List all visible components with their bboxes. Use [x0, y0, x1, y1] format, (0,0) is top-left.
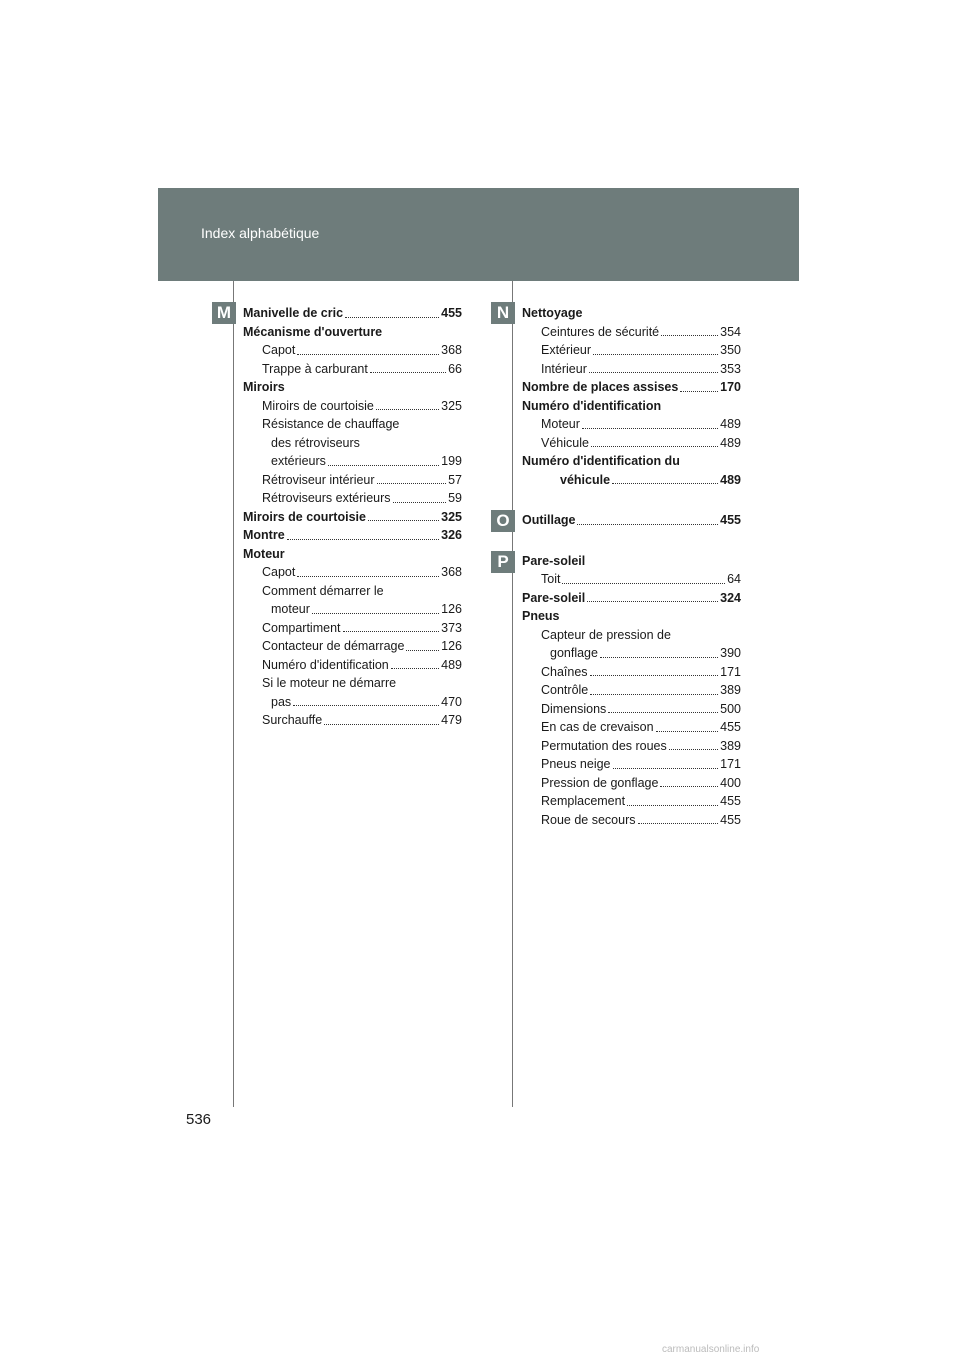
index-entry	[522, 737, 741, 756]
index-entry	[243, 563, 462, 582]
index-entry	[243, 619, 462, 638]
entry-text: En cas de crevaison	[541, 720, 654, 734]
dot-leader	[660, 786, 718, 787]
index-section-o	[522, 511, 741, 530]
dot-leader	[324, 724, 439, 725]
entry-text: Contacteur de démarrage	[262, 639, 405, 653]
dot-leader	[391, 668, 439, 669]
dot-leader	[661, 335, 718, 336]
dot-leader	[587, 601, 718, 602]
index-entry	[522, 663, 741, 682]
dot-leader	[370, 372, 446, 373]
dot-leader	[343, 631, 439, 632]
entry-text: Compartiment	[262, 620, 341, 635]
entry-text: Nettoyage	[522, 306, 583, 320]
dot-leader	[591, 446, 718, 447]
page-number: 536	[186, 1111, 212, 1128]
entry-page-number: 171	[720, 664, 741, 679]
section-letter-n: N	[491, 302, 515, 324]
index-entry	[522, 397, 741, 416]
entry-text: Numéro d'identification	[522, 398, 662, 413]
entry-text: Mécanisme d'ouverture	[243, 324, 383, 339]
entry-text: véhicule	[560, 472, 611, 487]
entry-page-number: 455	[720, 513, 741, 527]
dot-leader	[608, 712, 718, 713]
index-entry	[522, 434, 741, 453]
entry-page-number: 353	[720, 361, 741, 376]
index-entry	[243, 360, 462, 379]
entry-text: Extérieur	[541, 343, 592, 357]
entry-page-number: 171	[720, 757, 741, 771]
entry-page-number: 325	[441, 398, 462, 413]
index-entry	[243, 693, 462, 712]
entry-text: Pare-soleil	[522, 590, 586, 605]
entry-text: gonflage	[550, 646, 598, 660]
index-entry	[243, 711, 462, 730]
index-entry	[522, 774, 741, 793]
index-entry	[522, 589, 741, 608]
dot-leader	[638, 823, 718, 824]
index-entry	[243, 434, 462, 453]
dot-leader	[612, 483, 718, 484]
entry-page-number: 489	[441, 657, 462, 672]
index-entry	[522, 341, 741, 360]
entry-text: pas	[271, 694, 292, 709]
entry-page-number: 455	[720, 812, 741, 827]
dot-leader	[345, 317, 439, 318]
dot-leader	[293, 705, 439, 706]
dot-leader	[600, 657, 718, 658]
dot-leader	[669, 749, 718, 750]
entry-page-number: 455	[720, 720, 741, 734]
entry-page-number: 126	[441, 602, 462, 616]
entry-text: Rétroviseurs extérieurs	[262, 491, 391, 505]
dot-leader	[593, 354, 718, 355]
dot-leader	[590, 694, 718, 695]
dot-leader	[627, 805, 718, 806]
entry-text: Si le moteur ne démarre	[262, 676, 397, 690]
entry-page-number: 470	[441, 694, 462, 709]
entry-text: moteur	[271, 602, 310, 616]
entry-page-number: 489	[720, 435, 741, 450]
index-section-n	[522, 304, 741, 489]
dot-leader	[287, 539, 439, 540]
index-entry	[243, 637, 462, 656]
entry-text: Chaînes	[541, 664, 588, 679]
entry-text: Remplacement	[541, 794, 626, 808]
index-entry	[243, 526, 462, 545]
index-entry	[522, 755, 741, 774]
index-entry	[243, 508, 462, 527]
index-entry	[522, 700, 741, 719]
entry-page-number: 66	[448, 361, 462, 376]
index-entry	[243, 600, 462, 619]
index-column-left	[243, 304, 462, 730]
entry-text: Comment démarrer le	[262, 583, 384, 598]
index-entry	[243, 341, 462, 360]
entry-text: Toit	[541, 572, 561, 586]
index-entry	[243, 397, 462, 416]
entry-text: Nombre de places assises	[522, 380, 679, 394]
entry-text: Outillage	[522, 513, 576, 527]
entry-page-number: 455	[441, 306, 462, 320]
header-title: Index alphabétique	[201, 225, 320, 241]
section-letter-o: O	[491, 510, 515, 532]
dot-leader	[562, 583, 725, 584]
index-entry	[522, 644, 741, 663]
entry-text: Manivelle de cric	[243, 306, 344, 320]
entry-text: Capot	[262, 565, 296, 579]
entry-text: Moteur	[541, 417, 580, 431]
index-entry	[522, 718, 741, 737]
dot-leader	[297, 354, 439, 355]
entry-text: des rétroviseurs	[271, 435, 360, 450]
dot-leader	[377, 483, 446, 484]
index-entry	[243, 452, 462, 471]
dot-leader	[328, 465, 439, 466]
dot-leader	[312, 613, 439, 614]
entry-page-number: 170	[720, 380, 741, 394]
index-section-p	[522, 552, 741, 830]
dot-leader	[656, 731, 718, 732]
section-letter-m: M	[212, 302, 236, 324]
index-column-right	[522, 304, 741, 829]
index-entry	[522, 304, 741, 323]
entry-page-number: 64	[727, 572, 741, 586]
dot-leader	[406, 650, 439, 651]
entry-text: Intérieur	[541, 361, 587, 376]
entry-text: Roue de secours	[541, 812, 636, 827]
watermark: carmanualsonline.info	[662, 1344, 760, 1355]
entry-text: Miroirs de courtoisie	[243, 509, 366, 524]
index-entry	[522, 471, 741, 490]
entry-text: Véhicule	[541, 435, 589, 450]
entry-page-number: 126	[441, 639, 462, 653]
entry-text: Capot	[262, 343, 296, 357]
entry-page-number: 389	[720, 683, 741, 697]
entry-text: Miroirs	[243, 380, 285, 394]
entry-text: Pression de gonflage	[541, 775, 659, 790]
entry-page-number: 199	[441, 454, 462, 468]
index-entry	[522, 378, 741, 397]
index-entry	[243, 674, 462, 693]
column-divider-middle	[512, 281, 513, 1107]
dot-leader	[590, 675, 718, 676]
entry-page-number: 368	[441, 565, 462, 579]
entry-text: Rétroviseur intérieur	[262, 472, 375, 487]
index-section-m	[243, 304, 462, 730]
index-entry	[243, 471, 462, 490]
entry-text: Dimensions	[541, 701, 607, 716]
entry-text: Montre	[243, 528, 285, 542]
entry-page-number: 373	[441, 620, 462, 635]
entry-text: Pare-soleil	[522, 553, 586, 568]
entry-text: Pneus	[522, 609, 560, 623]
entry-text: Miroirs de courtoisie	[262, 398, 374, 413]
index-entry	[522, 511, 741, 530]
entry-text: Résistance de chauffage	[262, 417, 400, 431]
index-entry	[522, 415, 741, 434]
entry-text: Trappe à carburant	[262, 361, 368, 376]
entry-page-number: 368	[441, 343, 462, 357]
index-entry	[243, 304, 462, 323]
index-entry	[243, 489, 462, 508]
entry-text: Numéro d'identification	[262, 657, 389, 672]
dot-leader	[297, 576, 439, 577]
dot-leader	[577, 524, 718, 525]
index-entry	[522, 792, 741, 811]
dot-leader	[680, 391, 718, 392]
entry-page-number: 325	[441, 509, 462, 524]
entry-page-number: 500	[720, 701, 741, 716]
entry-page-number: 400	[720, 775, 741, 790]
dot-leader	[393, 502, 446, 503]
entry-text: Pneus neige	[541, 757, 611, 771]
entry-text: Contrôle	[541, 683, 589, 697]
entry-page-number: 354	[720, 324, 741, 339]
index-entry	[243, 415, 462, 434]
entry-page-number: 350	[720, 343, 741, 357]
entry-page-number: 390	[720, 646, 741, 660]
index-entry	[522, 323, 741, 342]
entry-text: Ceintures de sécurité	[541, 324, 660, 339]
dot-leader	[582, 428, 718, 429]
index-entry	[243, 323, 462, 342]
entry-page-number: 326	[441, 528, 462, 542]
entry-text: Surchauffe	[262, 713, 323, 727]
entry-page-number: 489	[720, 472, 741, 487]
index-entry	[522, 360, 741, 379]
entry-page-number: 455	[720, 794, 741, 808]
column-divider-left	[233, 281, 234, 1107]
index-entry	[243, 656, 462, 675]
dot-leader	[368, 520, 439, 521]
dot-leader	[613, 768, 718, 769]
index-entry	[522, 570, 741, 589]
index-entry	[243, 378, 462, 397]
entry-page-number: 324	[720, 590, 741, 605]
entry-page-number: 389	[720, 738, 741, 753]
entry-text: extérieurs	[271, 454, 326, 468]
index-entry	[522, 452, 741, 471]
index-entry	[243, 545, 462, 564]
index-entry	[522, 552, 741, 571]
index-entry	[522, 626, 741, 645]
page-header	[158, 188, 799, 281]
index-entry	[522, 811, 741, 830]
entry-text: Numéro d'identification du	[522, 454, 680, 468]
dot-leader	[376, 409, 439, 410]
dot-leader	[589, 372, 718, 373]
index-entry	[522, 607, 741, 626]
index-entry	[522, 681, 741, 700]
entry-page-number: 59	[448, 491, 462, 505]
entry-text: Moteur	[243, 546, 285, 561]
entry-text: Capteur de pression de	[541, 627, 671, 642]
entry-page-number: 479	[441, 713, 462, 727]
section-letter-p: P	[491, 551, 515, 573]
entry-text: Permutation des roues	[541, 738, 667, 753]
entry-page-number: 489	[720, 417, 741, 431]
entry-page-number: 57	[448, 472, 462, 487]
index-entry	[243, 582, 462, 601]
